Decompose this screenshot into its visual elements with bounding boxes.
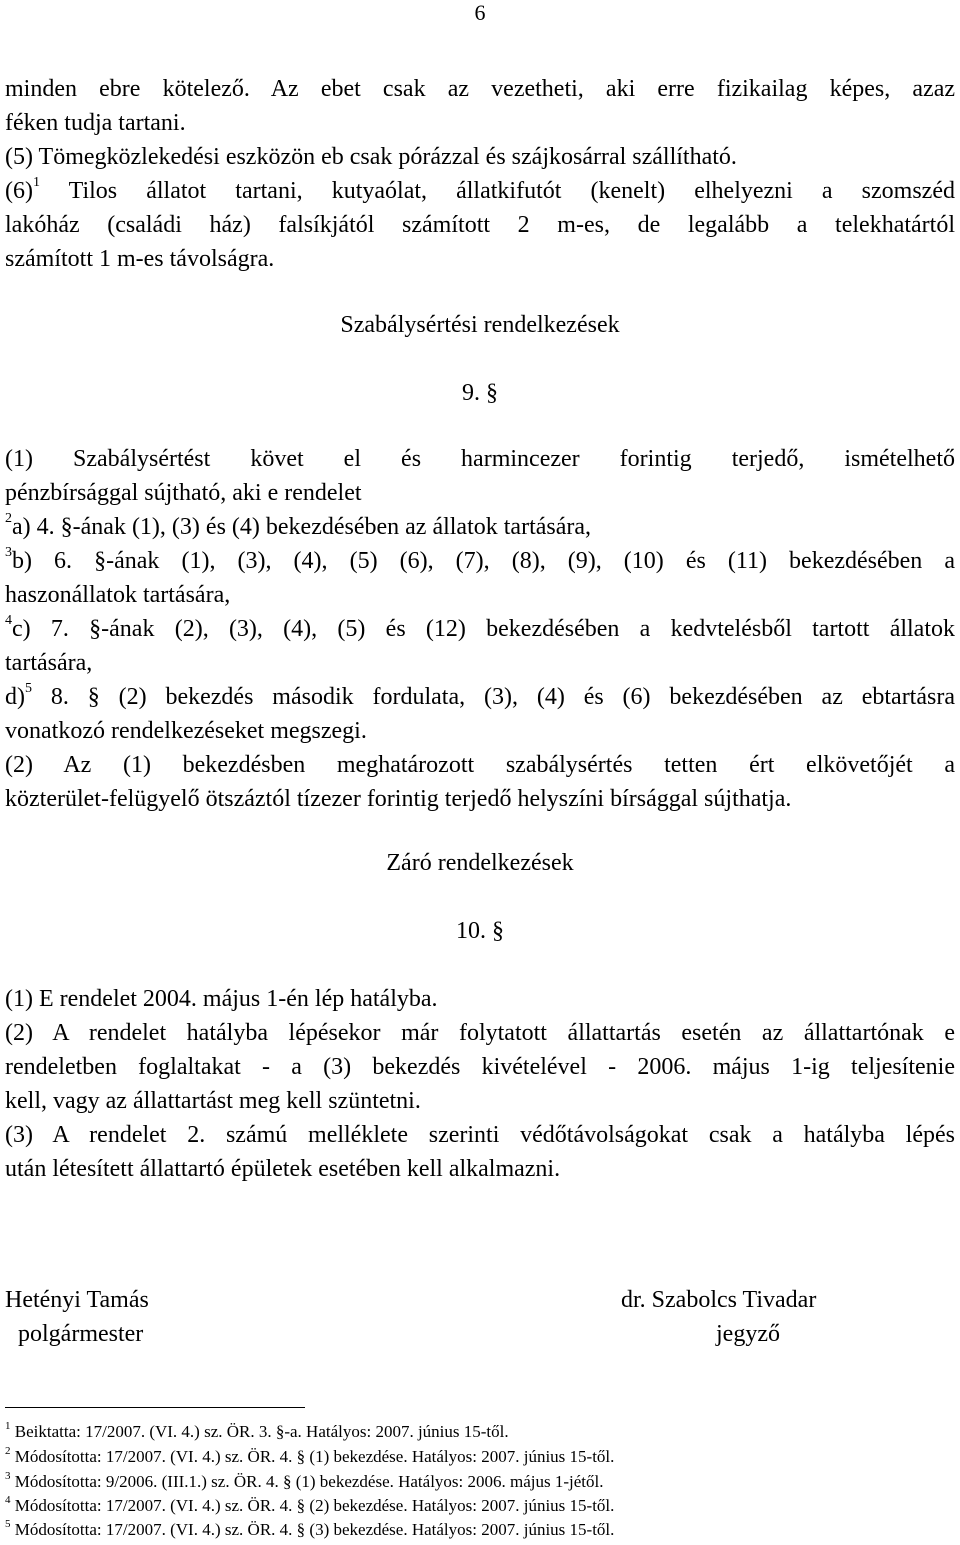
signatory-name-left: Hetényi Tamás	[5, 1287, 149, 1313]
body-line: pénzbírsággal sújtható, aki e rendelet	[5, 480, 362, 506]
footnote-ref: 5	[25, 681, 32, 696]
section-number: 9. §	[462, 380, 498, 406]
body-line: haszonállatok tartására,	[5, 582, 231, 608]
footnote-text: Módosította: 17/2007. (VI. 4.) sz. ÖR. 4. § (3) bekezdése. Hatályos: 2007. június 15-től.	[10, 1520, 615, 1539]
footnote-separator	[5, 1407, 305, 1408]
body-line: lakóház (családi ház) falsíkjától számított 2 m-es, de legalább a telekhatártól	[5, 212, 955, 238]
body-line: minden ebre kötelező. Az ebet csak az vezetheti, aki erre fizikailag képes, azaz	[5, 76, 955, 102]
list-item-text: a) 4. §-ának (1), (3) és (4) bekezdésében az állatok tartására,	[12, 514, 592, 540]
footnote-text: Módosította: 17/2007. (VI. 4.) sz. ÖR. 4. § (1) bekezdése. Hatályos: 2007. június 15-től.	[10, 1447, 615, 1466]
footnote	[5, 1446, 945, 1468]
list-item-text: c) 7. §-ának (2), (3), (4), (5) és (12) bekezdésében a kedvtelésből tartott állatok	[12, 616, 955, 642]
footnote-number: 5	[5, 1518, 11, 1530]
body-line: kell, vagy az állattartást meg kell szüntetni.	[5, 1088, 421, 1114]
body-line: (2) A rendelet hatályba lépésekor már folytatott állattartás esetén az állattartónak e	[5, 1020, 955, 1046]
body-line: féken tudja tartani.	[5, 110, 186, 136]
section-heading: Szabálysértési rendelkezések	[340, 312, 620, 338]
body-line: tartására,	[5, 650, 93, 676]
body-line: vonatkozó rendelkezéseket megszegi.	[5, 718, 367, 744]
footnote-text: Módosította: 9/2006. (III.1.) sz. ÖR. 4. § (1) bekezdése. Hatályos: 2006. május 1-jétől.	[10, 1472, 604, 1491]
signatory-title-left: polgármester	[18, 1321, 144, 1347]
body-line: (5) Tömegközlekedési eszközön eb csak pórázzal és szájkosárral szállítható.	[5, 144, 737, 170]
list-item-b	[5, 544, 955, 578]
footnote	[5, 1495, 945, 1517]
footnote-text: Beiktatta: 17/2007. (VI. 4.) sz. ÖR. 3. §-a. Hatályos: 2007. június 15-től.	[10, 1422, 509, 1441]
list-item-text: b) 6. §-ának (1), (3), (4), (5) (6), (7), (8), (9), (10) és (11) bekezdésében a	[12, 548, 955, 574]
list-item-c	[5, 612, 955, 646]
footnote	[5, 1421, 945, 1443]
footnote-ref: 3	[5, 545, 12, 560]
body-line: után létesített állattartó épületek esetében kell alkalmazni.	[5, 1156, 561, 1182]
body-line: rendeletben foglaltakat - a (3) bekezdés kivételével - 2006. május 1-ig teljesítenie	[5, 1054, 955, 1080]
footnote-number: 1	[5, 1420, 11, 1432]
footnote-ref: 2	[5, 511, 12, 526]
page-number: 6	[474, 0, 486, 25]
footnote-number: 2	[5, 1445, 11, 1457]
footnote-number: 4	[5, 1494, 11, 1506]
body-line: (1) E rendelet 2004. május 1-én lép hatályba.	[5, 986, 438, 1012]
footnote-ref: 1	[32, 175, 40, 190]
body-line: (3) A rendelet 2. számú melléklete szerinti védőtávolságokat csak a hatályba lépés	[5, 1122, 955, 1148]
list-item-a	[5, 510, 955, 544]
footnote	[5, 1471, 945, 1493]
body-line	[5, 174, 955, 208]
paragraph-number: (6)	[5, 178, 33, 204]
body-line: (1) Szabálysértést követ el és harmincezer forintig terjedő, ismételhető	[5, 446, 955, 472]
footnote-ref: 4	[5, 613, 12, 628]
list-item-text: 8. § (2) bekezdés második fordulata, (3), (4) és (6) bekezdésében az ebtartásra	[32, 684, 955, 710]
footnote-number: 3	[5, 1470, 11, 1482]
body-line: (2) Az (1) bekezdésben meghatározott szabálysértés tetten ért elkövetőjét a	[5, 752, 955, 778]
signatory-name-right: dr. Szabolcs Tivadar	[621, 1287, 817, 1313]
section-number: 10. §	[456, 918, 504, 944]
body-text: Tilos állatot tartani, kutyaólat, állatkifutót (kenelt) elhelyezni a szomszéd	[39, 178, 955, 204]
section-heading: Záró rendelkezések	[386, 850, 574, 876]
body-line: közterület-felügyelő ötszáztól tízezer forintig terjedő helyszíni bírsággal sújthatja.	[5, 786, 792, 812]
list-item-d	[5, 680, 955, 714]
body-line: számított 1 m-es távolságra.	[5, 246, 275, 272]
footnote-text: Módosította: 17/2007. (VI. 4.) sz. ÖR. 4. § (2) bekezdése. Hatályos: 2007. június 15-től.	[10, 1496, 615, 1515]
list-item-label: d)	[5, 684, 25, 710]
signatory-title-right: jegyző	[716, 1321, 780, 1347]
footnote	[5, 1519, 945, 1541]
